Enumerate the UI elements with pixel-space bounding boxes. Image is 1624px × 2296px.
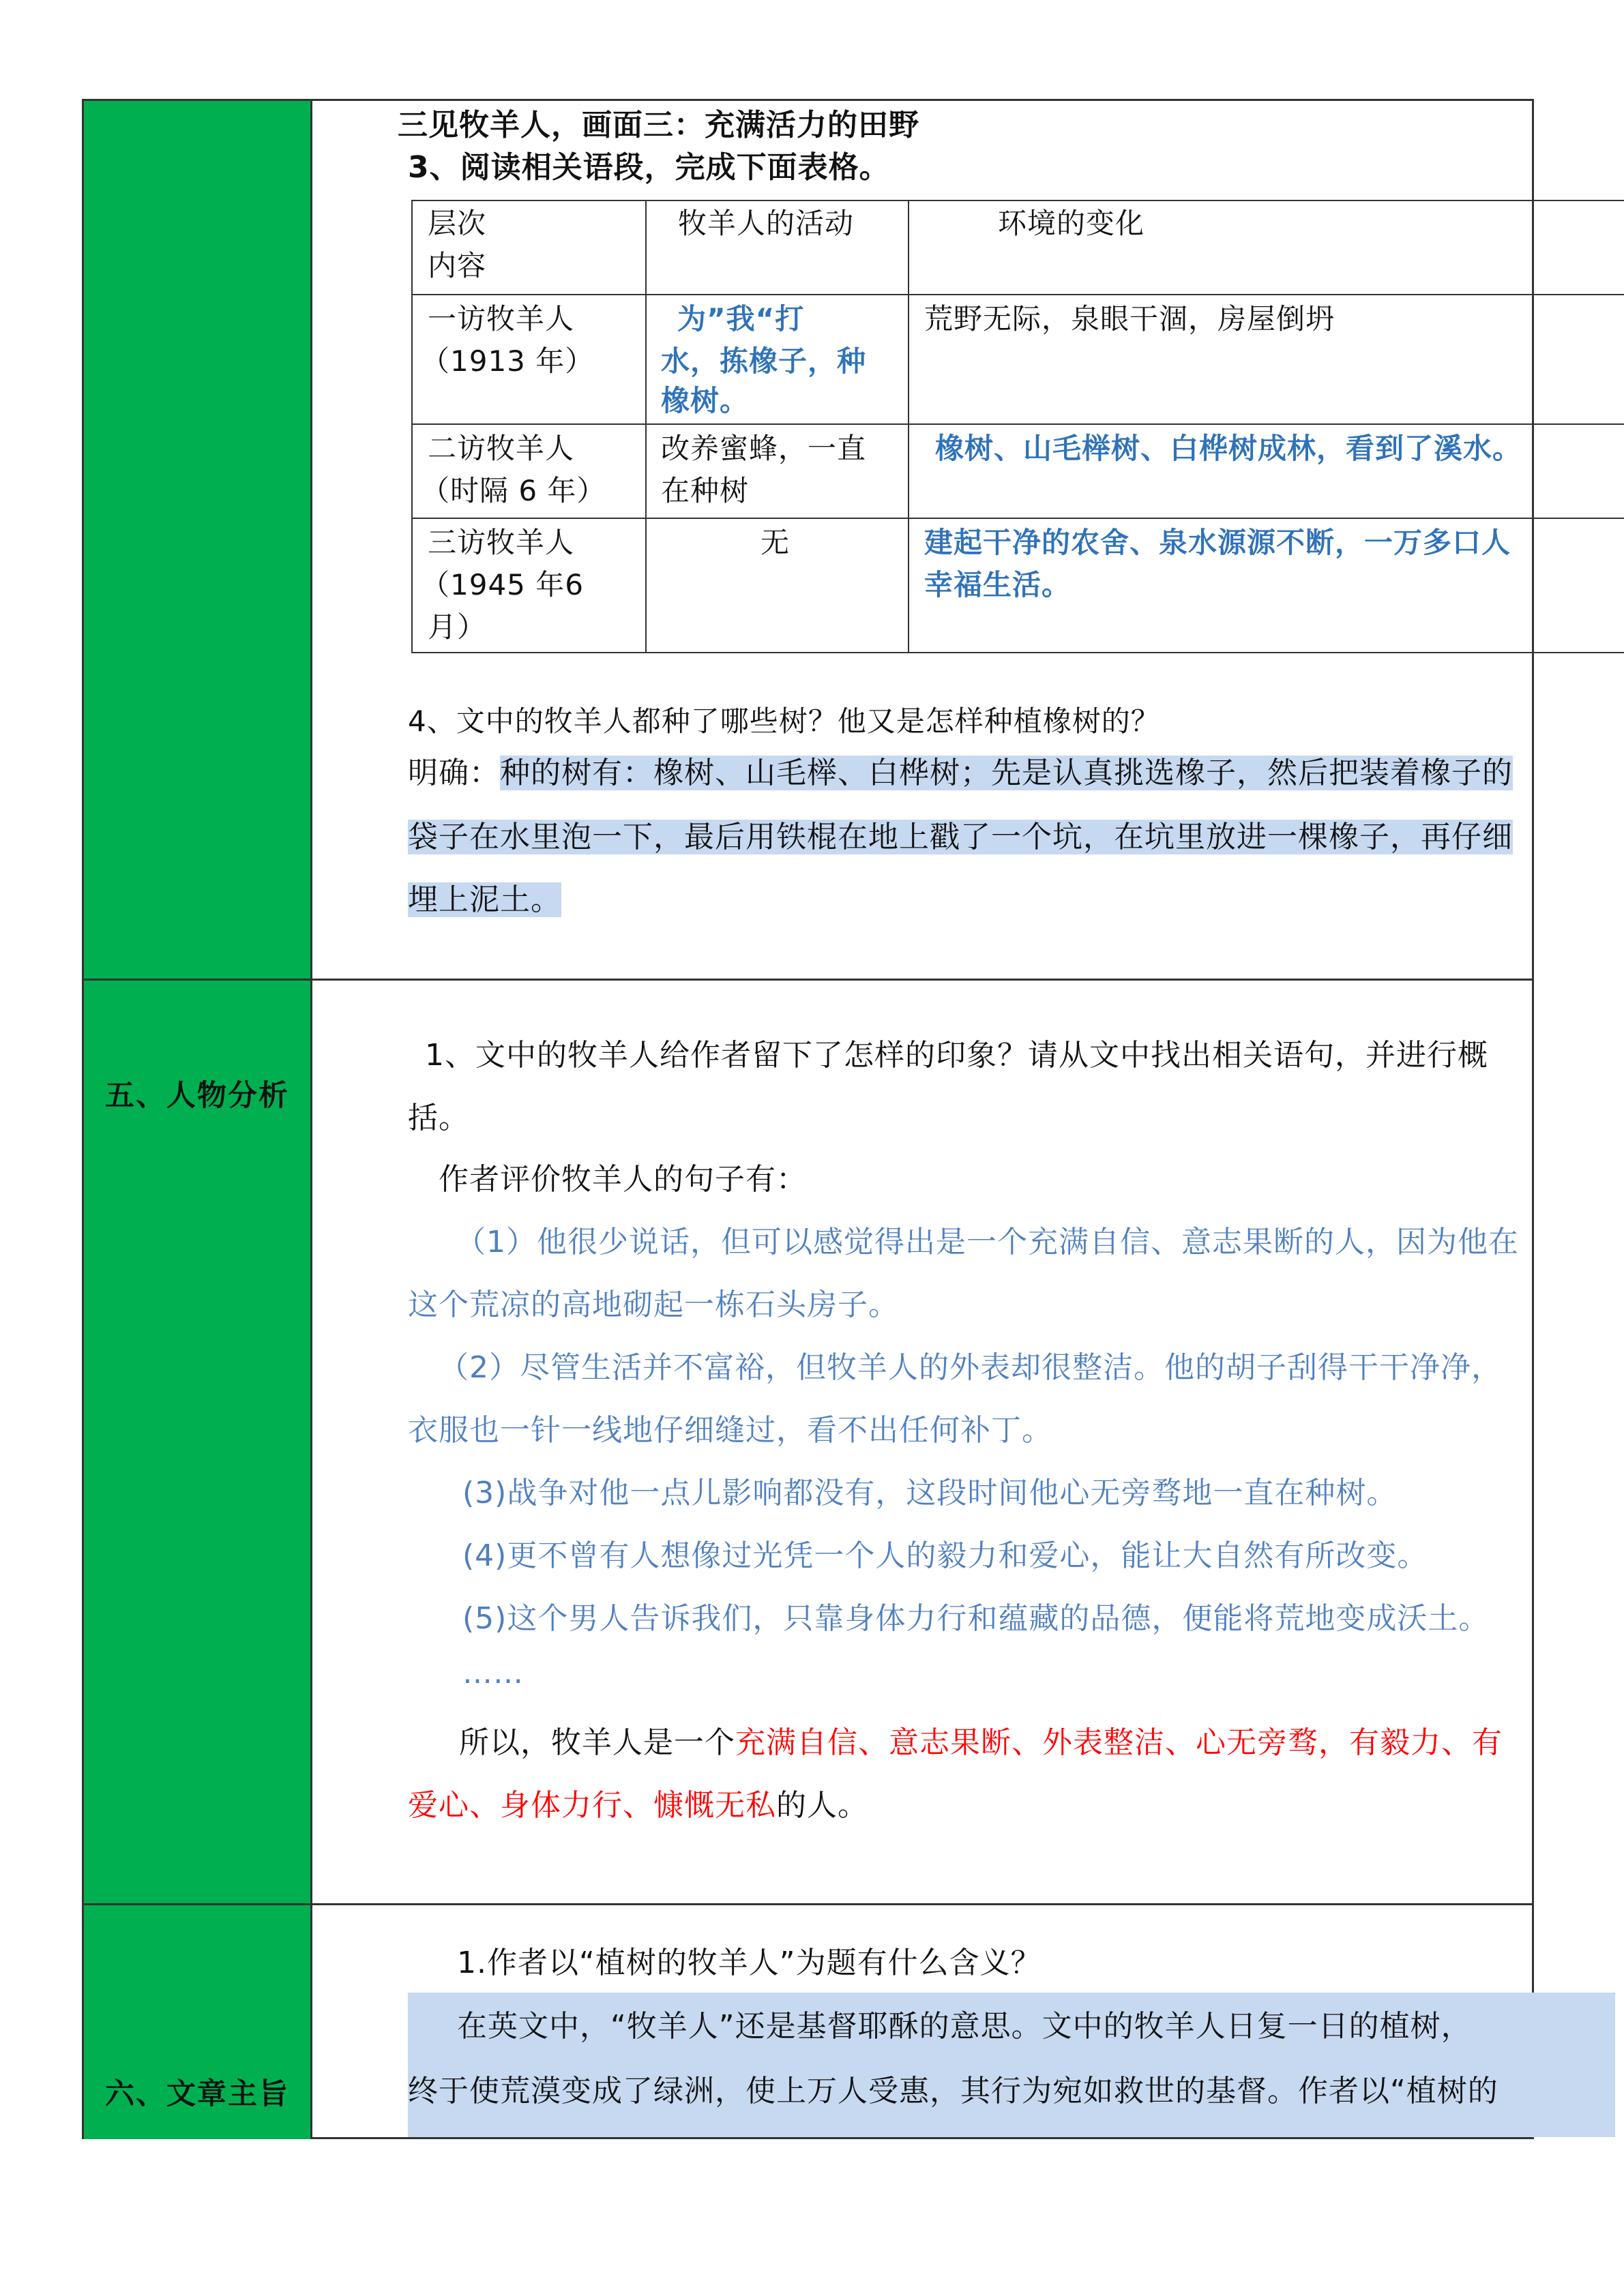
section5-question-line2: 括。 bbox=[408, 1101, 469, 1135]
level-2-line1: 二访牧羊人 bbox=[428, 432, 575, 465]
section-content bbox=[312, 981, 1532, 1903]
section-sidebar bbox=[84, 1905, 312, 2139]
conclusion-traits-2: 爱心、身体力行、慷慨无私 bbox=[408, 1788, 776, 1823]
section6-label: 六、文章主旨 bbox=[105, 2077, 289, 2111]
quote-2-line1: （2）尽管生活并不富裕，但牧羊人的外表却很整洁。他的胡子刮得干干净净， bbox=[439, 1350, 1502, 1385]
task4-answer-line2 bbox=[408, 817, 1513, 858]
quote-4: (4)更不曾有人想像过光凭一个人的毅力和爱心，能让大自然有所改变。 bbox=[462, 1538, 1428, 1573]
header-level-line1: 层次 bbox=[428, 207, 487, 240]
section-content bbox=[312, 1905, 1532, 2139]
conclusion-traits-1: 充满自信、意志果断、外表整洁、心无旁骛，有毅力、有 bbox=[735, 1725, 1503, 1760]
quote-3: (3)战争对他一点儿影响都没有，这段时间他心无旁骛地一直在种树。 bbox=[462, 1476, 1398, 1510]
conclusion-line2 bbox=[408, 1785, 868, 1826]
section-sidebar bbox=[84, 101, 312, 979]
levels-table bbox=[411, 200, 1624, 653]
section6-answer-line1: 在英文中，“牧羊人”还是基督耶酥的意思。文中的牧羊人日复一日的植树， bbox=[457, 2009, 1472, 2044]
activity-2-line1: 改养蜜蜂，一直 bbox=[661, 432, 867, 465]
level-3-line1: 三访牧羊人 bbox=[428, 526, 575, 559]
task4-question: 4、文中的牧羊人都种了哪些树？他又是怎样种植橡树的？ bbox=[408, 704, 1160, 738]
section-reading-row bbox=[84, 101, 1532, 981]
section-sidebar bbox=[84, 981, 312, 1903]
quote-1-line1: （1）他很少说话，但可以感觉得出是一个充满自信、意志果断的人，因为他在 bbox=[456, 1225, 1519, 1259]
section-content bbox=[312, 101, 1532, 979]
task4-answer-text-2: 袋子在水里泡一下，最后用铁棍在地上戳了一个坑，在坑里放进一棵橡子，再仔细 bbox=[408, 820, 1513, 854]
task4-answer-line1 bbox=[408, 753, 1513, 794]
task4-answer-line3 bbox=[408, 880, 561, 921]
level-3-line2: （1945 年6 bbox=[421, 568, 584, 601]
section6-question: 1.作者以“植树的牧羊人”为题有什么含义？ bbox=[457, 1945, 1042, 1980]
task4-answer-text-1: 种的树有：橡树、山毛榉、白桦树；先是认真挑选橡子，然后把装着橡子的 bbox=[500, 756, 1513, 790]
conclusion-line1 bbox=[459, 1723, 1503, 1763]
section6-answer-line2: 终于使荒漠变成了绿洲，使上万人受惠，其行为宛如救世的基督。作者以“植树的 bbox=[408, 2074, 1498, 2108]
theme-row bbox=[84, 1905, 1532, 2139]
header-level-line2: 内容 bbox=[428, 249, 487, 282]
quote-5: (5)这个男人告诉我们，只靠身体力行和蕴藏的品德，便能将荒地变成沃土。 bbox=[462, 1601, 1490, 1636]
header-activity: 牧羊人的活动 bbox=[678, 207, 855, 240]
activity-3: 无 bbox=[761, 526, 791, 559]
level-1-line2: （1913 年） bbox=[421, 344, 595, 378]
scene3-heading: 三见牧羊人，画面三：充满活力的田野 bbox=[398, 108, 919, 143]
header-environment: 环境的变化 bbox=[998, 207, 1145, 240]
character-analysis-row bbox=[84, 981, 1532, 1905]
activity-1-line3: 橡树。 bbox=[661, 384, 750, 417]
conclusion-suffix: 的人。 bbox=[776, 1788, 868, 1823]
environment-3-line2: 幸福生活。 bbox=[924, 568, 1072, 601]
environment-2: 橡树、山毛榉树、白桦树成林，看到了溪水。 bbox=[935, 432, 1522, 465]
level-2-line2: （时隔 6 年） bbox=[421, 474, 606, 507]
task3-title: 3、阅读相关语段，完成下面表格。 bbox=[408, 150, 890, 185]
quote-ellipsis: …… bbox=[462, 1656, 524, 1690]
section5-question-line1: 1、文中的牧羊人给作者留下了怎样的印象？请从文中找出相关语句，并进行概 bbox=[425, 1038, 1488, 1073]
activity-2-line2: 在种树 bbox=[661, 474, 750, 507]
activity-1-line2: 水，拣橡子，种 bbox=[661, 344, 867, 378]
section5-label: 五、人物分析 bbox=[105, 1079, 289, 1113]
task4-answer-prefix: 明确： bbox=[408, 756, 500, 790]
environment-3-line1: 建起干净的农舍、泉水源源不断，一万多口人 bbox=[924, 526, 1511, 559]
activity-1-line1: 为”我“打 bbox=[677, 302, 805, 336]
level-3-line3: 月） bbox=[428, 610, 487, 644]
quote-2-line2: 衣服也一针一线地仔细缝过，看不出任何补丁。 bbox=[408, 1413, 1052, 1448]
level-1-line1: 一访牧羊人 bbox=[428, 302, 575, 336]
conclusion-prefix: 所以，牧羊人是一个 bbox=[459, 1725, 735, 1760]
environment-1: 荒野无际，泉眼干涸，房屋倒坍 bbox=[924, 302, 1335, 336]
section5-intro: 作者评价牧羊人的句子有： bbox=[439, 1162, 807, 1197]
quote-1-line2: 这个荒凉的高地砌起一栋石头房子。 bbox=[408, 1287, 899, 1322]
task4-answer-text-3: 埋上泥土。 bbox=[408, 882, 561, 917]
worksheet-table bbox=[82, 99, 1534, 2139]
